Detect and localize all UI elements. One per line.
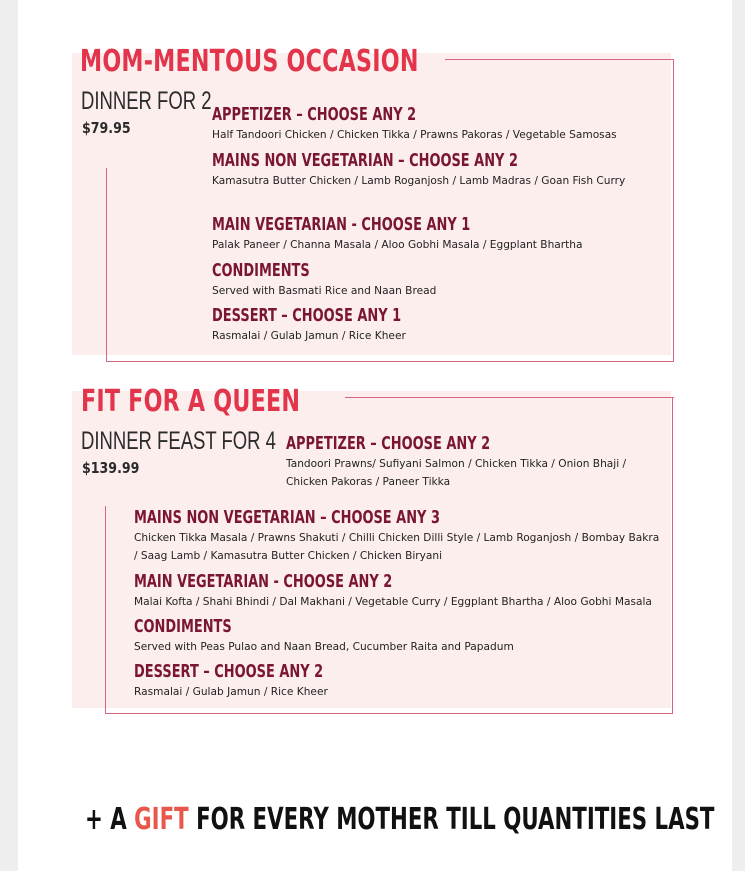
offer1-course-dessert — [212, 305, 667, 345]
offer1-frame-top — [445, 59, 674, 60]
offer1-frame-left — [106, 168, 107, 362]
offer2-frame-left — [105, 506, 106, 714]
offer2-course-main-veg — [134, 571, 662, 611]
offer2-course-mains-nonveg — [134, 507, 662, 565]
course-items: Chicken Tikka Masala / Prawns Shakuti / Chilli Chicken Dilli Style / Lamb Roganjosh / Bombay Bakra / Saag Lamb / Kamasutra Butter Chicken / Chicken Biryani — [134, 532, 660, 562]
offer1-course-mains-nonveg — [212, 150, 652, 190]
offer2-frame-bottom — [105, 713, 673, 714]
offer1-course-appetizer — [212, 104, 667, 144]
course-heading: MAIN VEGETARIAN - CHOOSE ANY 2 — [134, 571, 393, 592]
offer1-price: $79.95 — [82, 119, 131, 137]
offer1-title: MOM-MENTOUS OCCASION — [80, 44, 419, 79]
offer1-course-condiments — [212, 260, 667, 300]
offer2-title: FIT FOR A QUEEN — [81, 384, 301, 419]
offer2-frame-right — [672, 397, 673, 714]
offer1-course-main-veg — [212, 214, 667, 254]
course-items: Half Tandoori Chicken / Chicken Tikka / Prawns Pakoras / Vegetable Samosas — [212, 129, 617, 141]
course-items: Malai Kofta / Shahi Bhindi / Dal Makhani / Vegetable Curry / Eggplant Bhartha / Aloo Gobhi Masala — [134, 596, 652, 608]
offer2-course-appetizer — [286, 433, 636, 491]
course-items: Rasmalai / Gulab Jamun / Rice Kheer — [134, 686, 328, 698]
offer1-frame-right — [673, 59, 674, 362]
course-heading: CONDIMENTS — [212, 260, 310, 281]
course-heading: DESSERT – CHOOSE ANY 1 — [212, 305, 402, 326]
course-items: Rasmalai / Gulab Jamun / Rice Kheer — [212, 330, 406, 342]
offer2-price: $139.99 — [82, 459, 140, 477]
offer2-course-condiments — [134, 616, 662, 656]
gift-highlight: GIFT — [134, 802, 189, 837]
gift-banner-suffix: FOR EVERY MOTHER TILL QUANTITIES LAST — [188, 802, 715, 837]
offer1-subtitle: DINNER FOR 2 — [81, 87, 212, 115]
course-items: Kamasutra Butter Chicken / Lamb Roganjosh / Lamb Madras / Goan Fish Curry — [212, 175, 626, 187]
offer1-frame-bottom — [106, 361, 674, 362]
course-heading: MAINS NON VEGETARIAN – CHOOSE ANY 2 — [212, 150, 518, 171]
course-items: Served with Basmati Rice and Naan Bread — [212, 285, 437, 297]
gift-banner — [85, 803, 714, 837]
gift-banner-prefix: + A — [85, 802, 135, 837]
course-heading: DESSERT – CHOOSE ANY 2 — [134, 661, 324, 682]
course-items: Served with Peas Pulao and Naan Bread, Cucumber Raita and Papadum — [134, 641, 514, 653]
course-heading: APPETIZER – CHOOSE ANY 2 — [286, 433, 491, 454]
course-items: Palak Paneer / Channa Masala / Aloo Gobhi Masala / Eggplant Bhartha — [212, 239, 583, 251]
course-heading: MAINS NON VEGETARIAN – CHOOSE ANY 3 — [134, 507, 440, 528]
course-items: Tandoori Prawns/ Sufiyani Salmon / Chicken Tikka / Onion Bhaji / Chicken Pakoras / Paneer Tikka — [286, 458, 627, 488]
course-heading: CONDIMENTS — [134, 616, 232, 637]
course-heading: MAIN VEGETARIAN - CHOOSE ANY 1 — [212, 214, 471, 235]
offer2-frame-top — [345, 397, 674, 398]
offer2-course-dessert — [134, 661, 662, 701]
offer2-subtitle: DINNER FEAST FOR 4 — [81, 427, 276, 455]
course-heading: APPETIZER – CHOOSE ANY 2 — [212, 104, 417, 125]
